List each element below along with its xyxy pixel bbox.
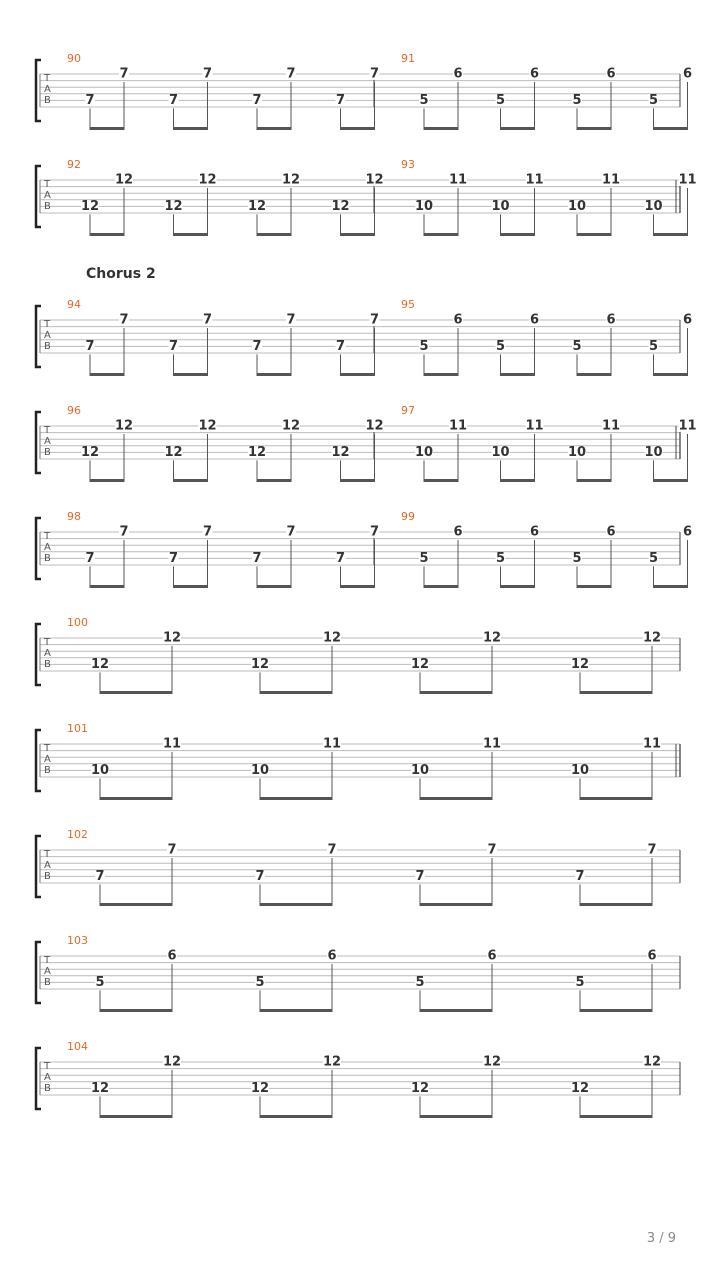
fret-number: 11: [525, 172, 544, 188]
fret-number: 7: [119, 524, 129, 540]
fret-number: 7: [252, 338, 262, 354]
fret-number: 12: [365, 418, 384, 434]
fret-number: 5: [419, 550, 429, 566]
fret-number: 10: [570, 762, 590, 778]
note-beam: [580, 691, 653, 694]
tab-clef-letter: B: [44, 977, 51, 988]
note-beam: [653, 373, 688, 376]
note-beam: [500, 233, 535, 236]
fret-number: 7: [168, 338, 179, 354]
tab-clef-letter: T: [44, 1061, 51, 1072]
tab-clef-letter: B: [44, 659, 51, 670]
fret-number: 6: [529, 66, 540, 82]
measure-number: 102: [67, 828, 88, 841]
fret-number: 6: [453, 312, 463, 328]
fret-number: 10: [567, 444, 587, 460]
tab-clef-letter: T: [44, 531, 51, 542]
fret-number: 7: [167, 842, 177, 858]
section-label: Chorus 2: [86, 266, 156, 282]
measure-number: 90: [67, 52, 81, 65]
fret-number: 6: [529, 524, 540, 540]
note-beam: [90, 233, 125, 236]
fret-number: 5: [572, 92, 582, 108]
fret-number: 10: [644, 444, 663, 460]
fret-number: 12: [482, 1054, 502, 1070]
tab-clef-letter: T: [44, 849, 51, 860]
note-beam: [257, 585, 292, 588]
note-beam: [100, 1115, 173, 1118]
fret-number: 10: [250, 762, 270, 778]
fret-number: 12: [410, 656, 430, 672]
note-beam: [340, 479, 375, 482]
fret-number: 10: [491, 198, 510, 214]
note-beam: [260, 691, 333, 694]
fret-number: 12: [162, 630, 182, 646]
measure-number: 91: [401, 52, 415, 65]
note-beam: [577, 373, 612, 376]
note-beam: [340, 127, 375, 130]
tab-clef-letter: B: [44, 201, 51, 212]
fret-number: 12: [322, 630, 342, 646]
note-beam: [340, 233, 375, 236]
fret-number: 7: [335, 92, 346, 108]
fret-number: 7: [168, 550, 179, 566]
measure-number: 98: [67, 510, 81, 523]
note-beam: [577, 233, 612, 236]
note-beam: [500, 479, 535, 482]
note-beam: [420, 1009, 493, 1012]
fret-number: 5: [572, 338, 582, 354]
note-beam: [260, 797, 333, 800]
tab-clef-letter: B: [44, 447, 51, 458]
fret-number: 12: [114, 418, 134, 434]
fret-number: 7: [286, 524, 296, 540]
fret-number: 12: [642, 1054, 662, 1070]
fret-number: 12: [570, 1080, 590, 1096]
fret-number: 12: [198, 418, 217, 434]
fret-number: 7: [335, 338, 346, 354]
fret-number: 11: [162, 736, 182, 752]
fret-number: 12: [281, 172, 301, 188]
note-beam: [260, 903, 333, 906]
fret-number: 12: [90, 656, 110, 672]
tab-clef-letter: B: [44, 553, 51, 564]
fret-number: 7: [369, 312, 380, 328]
note-beam: [424, 127, 459, 130]
fret-number: 6: [647, 948, 657, 964]
tab-clef-letter: T: [44, 425, 51, 436]
fret-number: 12: [570, 656, 590, 672]
note-beam: [424, 233, 459, 236]
fret-number: 12: [482, 630, 502, 646]
fret-number: 12: [247, 444, 267, 460]
fret-number: 6: [682, 312, 693, 328]
note-beam: [424, 585, 459, 588]
fret-number: 7: [202, 66, 213, 82]
fret-number: 7: [487, 842, 497, 858]
note-beam: [257, 127, 292, 130]
note-beam: [340, 585, 375, 588]
fret-number: 7: [85, 338, 95, 354]
fret-number: 6: [453, 66, 463, 82]
tab-clef-letter: A: [44, 542, 51, 553]
fret-number: 11: [678, 418, 697, 434]
fret-number: 11: [448, 418, 468, 434]
note-beam: [420, 1115, 493, 1118]
note-beam: [653, 585, 688, 588]
fret-number: 10: [410, 762, 430, 778]
tab-clef-letter: T: [44, 73, 51, 84]
fret-number: 12: [250, 1080, 270, 1096]
fret-number: 11: [322, 736, 342, 752]
fret-number: 12: [162, 1054, 182, 1070]
tab-clef-letter: B: [44, 871, 51, 882]
fret-number: 7: [85, 550, 95, 566]
fret-number: 12: [365, 172, 384, 188]
note-beam: [500, 373, 535, 376]
fret-number: 12: [331, 198, 350, 214]
fret-number: 12: [164, 198, 183, 214]
fret-number: 6: [682, 66, 693, 82]
note-beam: [420, 797, 493, 800]
note-beam: [580, 1009, 653, 1012]
fret-number: 7: [286, 312, 296, 328]
measure-number: 99: [401, 510, 415, 523]
fret-number: 7: [286, 66, 296, 82]
fret-number: 12: [410, 1080, 430, 1096]
measure-number: 96: [67, 404, 81, 417]
note-beam: [577, 585, 612, 588]
fret-number: 5: [495, 338, 506, 354]
fret-number: 7: [369, 524, 380, 540]
note-beam: [260, 1115, 333, 1118]
fret-number: 5: [648, 338, 659, 354]
fret-number: 7: [252, 550, 262, 566]
tab-clef-letter: A: [44, 966, 51, 977]
note-beam: [580, 1115, 653, 1118]
fret-number: 12: [198, 172, 217, 188]
note-beam: [340, 373, 375, 376]
fret-number: 5: [572, 550, 582, 566]
measure-number: 92: [67, 158, 81, 171]
fret-number: 7: [369, 66, 380, 82]
fret-number: 6: [606, 66, 616, 82]
fret-number: 7: [168, 92, 179, 108]
fret-number: 7: [95, 868, 105, 884]
note-beam: [653, 233, 688, 236]
note-beam: [580, 903, 653, 906]
note-beam: [653, 127, 688, 130]
note-beam: [260, 1009, 333, 1012]
note-beam: [420, 903, 493, 906]
tab-clef-letter: A: [44, 754, 51, 765]
tab-clef-letter: B: [44, 95, 51, 106]
measure-number: 93: [401, 158, 415, 171]
fret-number: 5: [415, 974, 425, 990]
fret-number: 5: [575, 974, 585, 990]
tab-clef-letter: B: [44, 341, 51, 352]
page-number: 3 / 9: [646, 1231, 676, 1246]
fret-number: 11: [642, 736, 662, 752]
fret-number: 7: [335, 550, 346, 566]
fret-number: 12: [90, 1080, 110, 1096]
note-beam: [500, 127, 535, 130]
fret-number: 6: [487, 948, 497, 964]
fret-number: 6: [606, 312, 616, 328]
fret-number: 5: [419, 338, 429, 354]
tab-clef-letter: A: [44, 436, 51, 447]
measure-number: 94: [67, 298, 81, 311]
tab-clef-letter: A: [44, 1072, 51, 1083]
fret-number: 6: [167, 948, 177, 964]
fret-number: 11: [678, 172, 697, 188]
tab-clef-letter: A: [44, 860, 51, 871]
fret-number: 5: [95, 974, 105, 990]
measure-number: 97: [401, 404, 415, 417]
note-beam: [424, 479, 459, 482]
measure-number: 95: [401, 298, 415, 311]
note-beam: [90, 585, 125, 588]
note-beam: [100, 797, 173, 800]
fret-number: 12: [164, 444, 183, 460]
note-beam: [90, 479, 125, 482]
note-beam: [424, 373, 459, 376]
fret-number: 12: [331, 444, 350, 460]
note-beam: [500, 585, 535, 588]
note-beam: [173, 127, 208, 130]
fret-number: 7: [119, 312, 129, 328]
tab-clef-letter: T: [44, 955, 51, 966]
fret-number: 6: [606, 524, 616, 540]
fret-number: 10: [414, 198, 434, 214]
fret-number: 11: [448, 172, 468, 188]
fret-number: 11: [601, 172, 621, 188]
fret-number: 7: [252, 92, 262, 108]
fret-number: 7: [255, 868, 265, 884]
fret-number: 6: [529, 312, 540, 328]
note-beam: [100, 1009, 173, 1012]
measure-number: 104: [67, 1040, 88, 1053]
fret-number: 7: [119, 66, 129, 82]
fret-number: 5: [648, 92, 659, 108]
fret-number: 5: [648, 550, 659, 566]
tab-clef-letter: T: [44, 179, 51, 190]
note-beam: [257, 373, 292, 376]
fret-number: 7: [202, 312, 213, 328]
measure-number: 103: [67, 934, 88, 947]
tab-clef-letter: A: [44, 330, 51, 341]
fret-number: 11: [525, 418, 544, 434]
fret-number: 5: [255, 974, 265, 990]
note-beam: [257, 479, 292, 482]
note-beam: [577, 479, 612, 482]
tab-clef-letter: T: [44, 319, 51, 330]
note-beam: [420, 691, 493, 694]
fret-number: 6: [453, 524, 463, 540]
fret-number: 12: [80, 198, 100, 214]
note-beam: [100, 903, 173, 906]
fret-number: 12: [247, 198, 267, 214]
fret-number: 12: [322, 1054, 342, 1070]
note-beam: [173, 479, 208, 482]
measure-number: 101: [67, 722, 88, 735]
tab-clef-letter: A: [44, 190, 51, 201]
fret-number: 5: [495, 92, 506, 108]
note-beam: [90, 127, 125, 130]
fret-number: 10: [567, 198, 587, 214]
fret-number: 6: [327, 948, 337, 964]
tab-clef-letter: B: [44, 765, 51, 776]
fret-number: 5: [419, 92, 429, 108]
note-beam: [173, 373, 208, 376]
note-beam: [653, 479, 688, 482]
note-beam: [100, 691, 173, 694]
tab-clef-letter: A: [44, 648, 51, 659]
measure-number: 100: [67, 616, 88, 629]
fret-number: 12: [281, 418, 301, 434]
fret-number: 5: [495, 550, 506, 566]
fret-number: 12: [642, 630, 662, 646]
fret-number: 7: [647, 842, 657, 858]
fret-number: 7: [327, 842, 337, 858]
tab-clef-letter: T: [44, 743, 51, 754]
tab-clef-letter: B: [44, 1083, 51, 1094]
fret-number: 6: [682, 524, 693, 540]
note-beam: [173, 585, 208, 588]
note-beam: [577, 127, 612, 130]
note-beam: [90, 373, 125, 376]
fret-number: 12: [250, 656, 270, 672]
fret-number: 7: [202, 524, 213, 540]
tab-clef-letter: T: [44, 637, 51, 648]
tab-clef-letter: A: [44, 84, 51, 95]
fret-number: 12: [114, 172, 134, 188]
fret-number: 10: [414, 444, 434, 460]
note-beam: [257, 233, 292, 236]
fret-number: 11: [482, 736, 502, 752]
note-beam: [580, 797, 653, 800]
fret-number: 7: [415, 868, 425, 884]
fret-number: 7: [575, 868, 585, 884]
fret-number: 7: [85, 92, 95, 108]
fret-number: 10: [90, 762, 110, 778]
fret-number: 10: [491, 444, 510, 460]
fret-number: 11: [601, 418, 621, 434]
fret-number: 12: [80, 444, 100, 460]
fret-number: 10: [644, 198, 663, 214]
note-beam: [173, 233, 208, 236]
